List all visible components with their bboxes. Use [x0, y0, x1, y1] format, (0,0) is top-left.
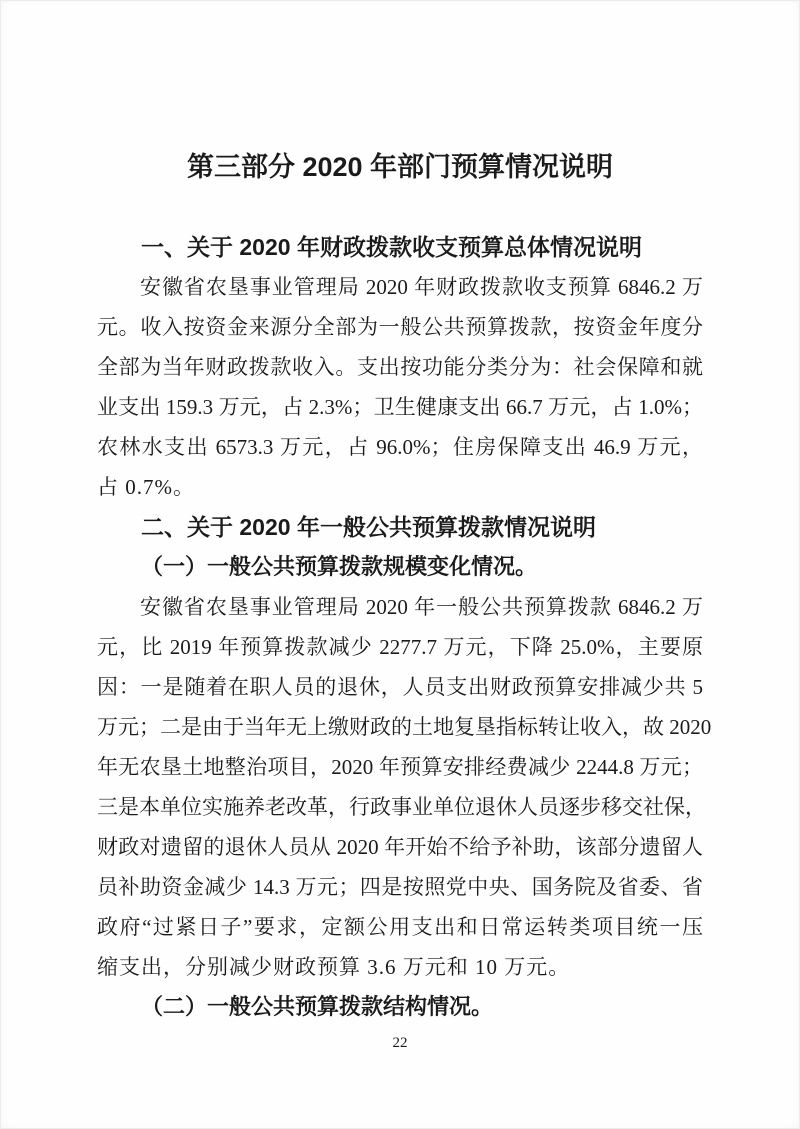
- paragraph-line: 财政对遗留的退休人员从 2020 年开始不给予补助，该部分遗留人: [97, 835, 703, 859]
- document-body: [97, 227, 712, 1027]
- paragraph-line: 缩支出，分别减少财政预算 3.6 万元和 10 万元。: [97, 955, 571, 979]
- paragraph-line: 农林水支出 6573.3 万元，占 96.0%；住房保障支出 46.9 万元，: [97, 435, 703, 459]
- paragraph-line: 占 0.7%。: [97, 475, 195, 499]
- paragraph-line: 年无农垦土地整治项目，2020 年预算安排经费减少 2244.8 万元；: [97, 755, 703, 779]
- paragraph-line: 因：一是随着在职人员的退休，人员支出财政预算安排减少共 5: [97, 675, 703, 699]
- subsection-heading-2: （二）一般公共预算拨款结构情况。: [141, 994, 494, 1019]
- paragraph-line: 安徽省农垦事业管理局 2020 年财政拨款收支预算 6846.2 万: [140, 275, 703, 299]
- page-number: 22: [392, 1035, 408, 1051]
- paragraph-line: 员补助资金减少 14.3 万元；四是按照党中央、国务院及省委、省: [97, 875, 703, 899]
- paragraph-line: 元。收入按资金来源分全部为一般公共预算拨款，按资金年度分: [97, 315, 703, 339]
- document-title: 第三部分 2020 年部门预算情况说明: [186, 152, 614, 182]
- subsection-heading-1: （一）一般公共预算拨款规模变化情况。: [141, 554, 538, 579]
- paragraph-line: 全部为当年财政拨款收入。支出按功能分类分为：社会保障和就: [97, 355, 703, 379]
- paragraph-line: 元，比 2019 年预算拨款减少 2277.7 万元，下降 25.0%，主要原: [97, 635, 703, 659]
- paragraph-line: 业支出 159.3 万元，占 2.3%；卫生健康支出 66.7 万元，占 1.0%；: [97, 395, 703, 419]
- section-heading-1: 一、关于 2020 年财政拨款收支预算总体情况说明: [141, 234, 642, 260]
- section-heading-2: 二、关于 2020 年一般公共预算拨款情况说明: [141, 514, 596, 540]
- paragraph-line: 安徽省农垦事业管理局 2020 年一般公共预算拨款 6846.2 万: [140, 595, 703, 619]
- paragraph-line: 三是本单位实施养老改革，行政事业单位退休人员逐步移交社保，: [97, 795, 706, 819]
- paragraph-line: 万元；二是由于当年无上缴财政的土地复垦指标转让收入，故 2020: [97, 715, 712, 739]
- paragraph-line: 政府“过紧日子”要求，定额公用支出和日常运转类项目统一压: [97, 915, 703, 939]
